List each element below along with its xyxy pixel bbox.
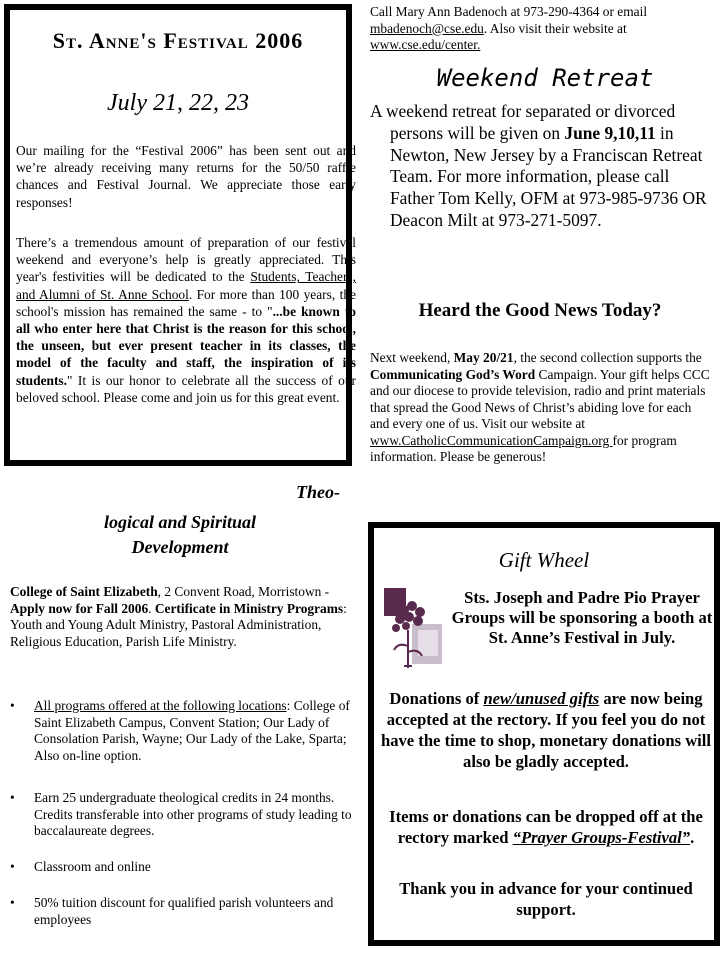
list-item — [10, 895, 355, 928]
theo-title-part2 — [0, 510, 360, 560]
festival-title: St. Anne's Festival 2006 — [52, 28, 304, 53]
gift-p3-start: Items or donations can be dropped off at the rectory marked — [389, 807, 703, 847]
goodnews-title: Heard the Good News Today? — [418, 300, 662, 321]
festival-dates: July 21, 22, 23 — [107, 90, 249, 116]
list-item-text: 50% tuition discount for qualified parish volunteers and employees — [34, 895, 334, 927]
gift-new-unused: new/unused gifts — [483, 689, 600, 708]
goodnews-body — [370, 350, 710, 466]
contact-text-2: . Also visit their website at — [483, 20, 627, 36]
theo-intro-t1: , 2 Convent Road, Morristown - — [157, 584, 330, 599]
festival-p2-mid: . For more than 100 years, the school's mission has remained the same - to " — [16, 286, 356, 319]
gift-donations — [378, 688, 714, 772]
theo-intro-t3: : Youth and Young Adult Ministry, Pastoral Administration, Religious Education, Parish Life Ministry. — [10, 600, 347, 649]
certificate-programs: Certificate in Ministry Programs — [154, 600, 344, 616]
retreat-title: Weekend Retreat — [436, 64, 654, 92]
goodnews-text-3: Campaign. Your gift helps CCC and our diocese to provide television, radio and print materials that spread the Good News of Christ’s abiding love for each and every one of us. Visit our website at — [370, 366, 710, 431]
gift-thanks: Thank you in advance for your continued support. — [399, 879, 693, 919]
festival-box — [4, 4, 356, 466]
retreat-dates: June 9,10,11 — [564, 122, 656, 143]
list-item — [10, 790, 355, 840]
festival-paragraph-1-text: Our mailing for the “Festival 2006” has been sent out and we’re already receiving many returns for the 50/50 raffle chances and Festival Journal. We appreciate those early responses! — [16, 143, 356, 210]
gift-wheel-title: Gift Wheel — [498, 548, 590, 572]
gift-wheel-box — [368, 522, 720, 946]
gift-p2-start: Donations of — [389, 689, 484, 708]
college-name: College of Saint Elizabeth — [10, 584, 158, 599]
theo-title-part2-text: logical and Spiritual Development — [103, 512, 257, 557]
bullet-icon: • — [10, 859, 15, 874]
festival-p2-start: There’s a tremendous amount of preparation of our festival weekend and everyone’s help is greatly appreciated. This year's festivities will be dedicated to the — [16, 235, 356, 285]
theo-title-part1: Theo- — [296, 482, 340, 502]
locations-heading: All programs offered at the following locations — [34, 698, 287, 713]
gift-p2-end: are now being accepted at the rectory. If you feel you do not have the time to shop, monetary donations will also be gladly accepted. — [380, 689, 712, 771]
retreat-text-2: in Newton, New Jersey by a Franciscan Retreat Team. For more information, please call Father Tom Kelly, OFM at 973-985-9736 OR Deacon Milt at 973-271-5097. — [390, 122, 707, 230]
festival-paragraph-1 — [16, 142, 356, 211]
apply-now: Apply now for Fall 2006 — [10, 600, 149, 616]
theo-intro — [10, 584, 355, 650]
goodnews-dates: May 20/21 — [453, 350, 514, 365]
theo-intro-t2: . — [148, 600, 155, 616]
website-link[interactable]: www.cse.edu/center. — [370, 37, 481, 52]
list-item — [10, 698, 355, 764]
contact-info — [370, 4, 695, 54]
goodnews-text-1: Next weekend, — [370, 350, 454, 365]
festival-mission-quote: ...be known to all who enter here that Christ is the reason for this school, the unseen, but ever present teacher in its classes, the model of the faculty and staff, the inspiration of its students. — [16, 303, 356, 388]
campaign-name: Communicating God’s Word — [370, 366, 536, 382]
bullet-icon: • — [10, 698, 15, 713]
festival-school-link: Students, Teachers, and Alumni of St. Anne School — [16, 269, 356, 302]
list-item — [10, 859, 355, 876]
gift-label-text: “Prayer Groups-Festival” — [512, 828, 691, 847]
gift-dropoff — [378, 806, 714, 848]
gift-intro: Sts. Joseph and Padre Pio Prayer Groups will be sponsoring a booth at St. Anne’s Festival in July. — [451, 588, 713, 647]
list-item-text — [34, 698, 355, 764]
list-item-text: Classroom and online — [34, 859, 151, 874]
gift-p3-end: . — [690, 828, 695, 847]
retreat-text-1: A weekend retreat for separated or divorced persons will be given on — [370, 101, 676, 143]
retreat-body — [370, 101, 712, 232]
bullet-icon: • — [10, 895, 15, 910]
festival-paragraph-2 — [16, 234, 356, 406]
goodnews-text-4: for program information. Please be generous! — [370, 432, 677, 464]
contact-text-1: Call Mary Ann Badenoch at 973-290-4364 or email — [370, 4, 648, 19]
bullet-icon: • — [10, 790, 15, 805]
goodnews-text-2: , the second collection supports the — [513, 350, 702, 365]
ccc-website-link[interactable]: www.CatholicCommunicationCampaign.org — [370, 432, 613, 448]
list-item-text: Earn 25 undergraduate theological credits in 24 months. Credits transferable into other programs of study leading to baccalaureate degrees. — [34, 790, 352, 838]
locations-text: : College of Saint Elizabeth Campus, Convent Station; Our Lady of Consolation Parish, Wayne; Our Lady of the Lake, Sparta; Also on-line option. — [34, 698, 350, 763]
flower-bouquet-icon — [382, 586, 444, 676]
flower-icon-shade-inner — [418, 630, 438, 656]
festival-p2-end: " It is our honor to celebrate all the success of our beloved school. Please come and join us for this great event. — [16, 372, 356, 405]
email-link[interactable]: mbadenoch@cse.edu — [370, 20, 484, 36]
